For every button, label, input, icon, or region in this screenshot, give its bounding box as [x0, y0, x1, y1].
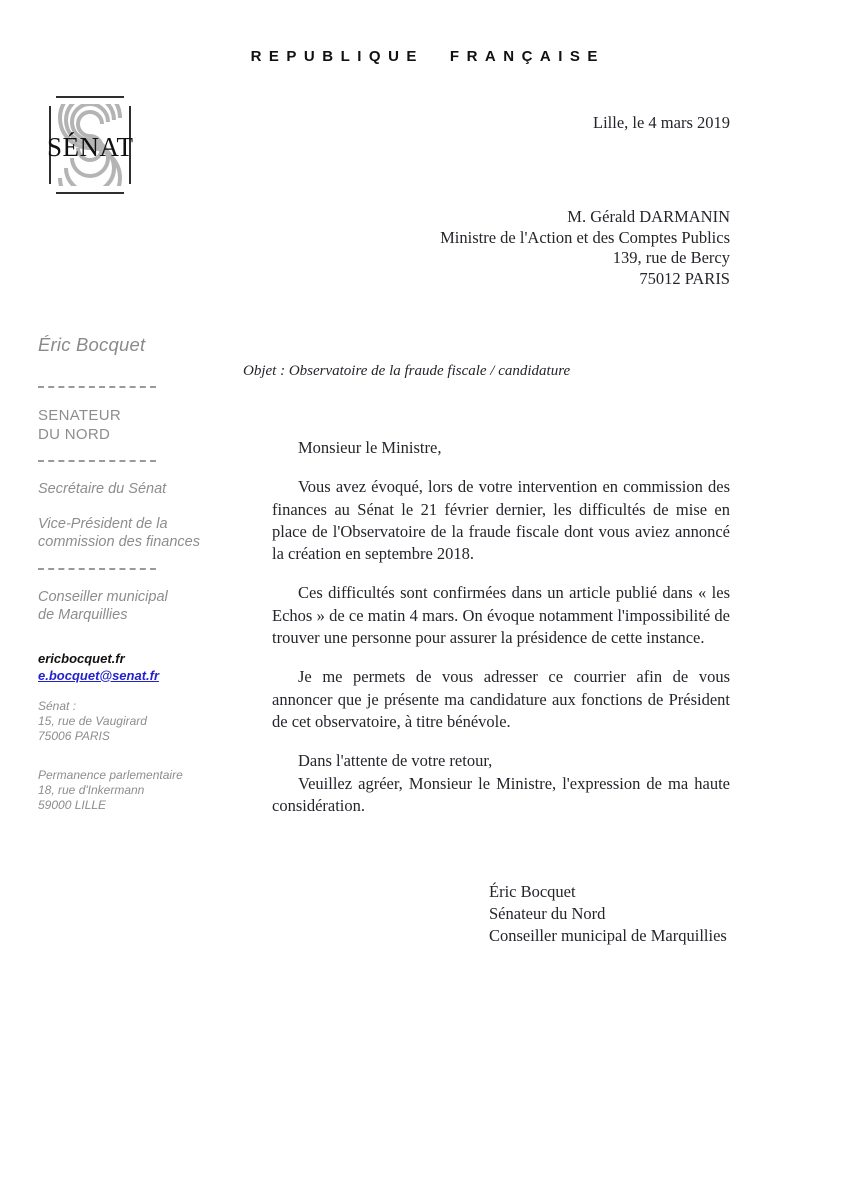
sidebar-spacer-3	[38, 744, 218, 768]
sender-function-conseiller-line-1: Conseiller municipal	[38, 588, 168, 605]
senat-logo	[47, 96, 133, 194]
letter-subject: Objet : Observatoire de la fraude fiscale / candidature	[243, 363, 571, 379]
sender-website: ericbocquet.fr	[38, 650, 125, 666]
republic-header	[0, 48, 848, 65]
sender-address-senat-street: 15, rue de Vaugirard	[38, 713, 147, 728]
date-line: Lille, le 4 mars 2019	[592, 113, 730, 132]
letter-body	[272, 437, 730, 834]
sender-function-conseiller-line-2: de Marquillies	[38, 607, 128, 623]
letter-paragraph-1: Vous avez évoqué, lors de votre intervention en commission des finances au Sénat le 21 février dernier, les difficultés de mise en place de l'Observatoire de la fraude fiscale dont vous aviez annoncé la création en septembre 2018.	[272, 477, 730, 564]
signature-title-1: Sénateur du Nord	[489, 904, 606, 923]
republic-header-word-2: FRANÇAISE	[449, 48, 605, 65]
sidebar-divider-2	[38, 460, 156, 462]
sender-address-senat-city: 75006 PARIS	[38, 728, 110, 743]
recipient-street: 139, rue de Bercy	[612, 248, 730, 267]
sender-name: Éric Bocquet	[38, 334, 146, 355]
letter-closing-line-1: Dans l'attente de votre retour,	[298, 751, 493, 771]
letter-salutation: Monsieur le Ministre,	[298, 438, 442, 457]
sender-address-permanence-city: 59000 LILLE	[38, 797, 107, 812]
sender-sidebar	[38, 334, 218, 813]
republic-header-word-1: REPUBLIQUE	[250, 48, 424, 65]
sender-function-vice-president-line-2: commission des finances	[38, 534, 200, 550]
sender-role-line-1: SENATEUR	[38, 407, 121, 424]
sender-function-conseiller	[38, 588, 218, 625]
logo-rule-top	[56, 96, 124, 98]
sender-address-permanence	[38, 768, 218, 813]
sender-address-permanence-street: 18, rue d'Inkermann	[38, 782, 145, 797]
letter-closing-line-2: Veuillez agréer, Monsieur le Ministre, l'expression de ma haute considération.	[272, 773, 730, 815]
letter-paragraph-3: Je me permets de vous adresser ce courrier afin de vous annoncer que je présente ma candidature aux fonctions de Président de cet observatoire, à titre bénévole.	[272, 667, 730, 731]
sender-address-permanence-label: Permanence parlementaire	[38, 767, 183, 782]
sidebar-divider-3	[38, 568, 156, 570]
sender-role-line-2: DU NORD	[38, 426, 111, 443]
sender-address-senat	[38, 699, 218, 744]
sender-role	[38, 406, 218, 444]
logo-rule-bottom	[56, 192, 124, 194]
recipient-name: M. Gérald DARMANIN	[567, 207, 730, 226]
signature-title-2: Conseiller municipal de Marquillies	[489, 926, 727, 945]
signature-block	[489, 881, 727, 947]
sidebar-divider-1	[38, 386, 156, 388]
sender-address-senat-label: Sénat :	[38, 698, 77, 713]
sender-email-link[interactable]: e.bocquet@senat.fr	[38, 667, 160, 683]
sidebar-spacer	[38, 641, 218, 651]
signature-name: Éric Bocquet	[489, 882, 576, 901]
letter-paragraph-2: Ces difficultés sont confirmées dans un article publié dans « les Echos » de ce matin 4 mars. On évoque notamment l'impossibilité de trouver une personne pour assurer la présidence de cette instance.	[272, 583, 730, 648]
sender-function-vice-president-line-1: Vice-Président de la	[38, 515, 168, 532]
recipient-city: 75012 PARIS	[639, 268, 730, 288]
sender-function-secretaire: Secrétaire du Sénat	[38, 481, 167, 497]
senat-logo-wordmark: SÉNAT	[47, 132, 134, 162]
sidebar-spacer-2	[38, 685, 218, 699]
sender-function-vice-president	[38, 515, 218, 552]
recipient-title: Ministre de l'Action et des Comptes Publics	[440, 227, 730, 247]
recipient-block	[440, 207, 730, 289]
